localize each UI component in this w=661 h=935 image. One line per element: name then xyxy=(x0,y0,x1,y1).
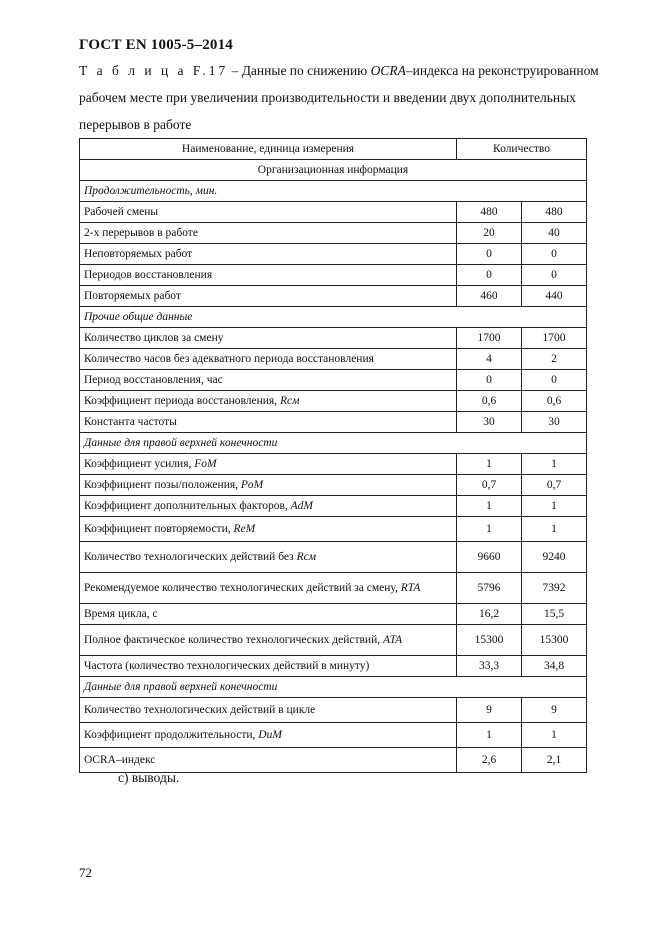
section-row xyxy=(80,307,587,328)
row-symbol: ReM xyxy=(233,522,256,535)
table-row xyxy=(80,286,587,307)
caption-dash: – Данные по снижению xyxy=(228,63,371,78)
table-row xyxy=(80,573,587,604)
table-row xyxy=(80,656,587,677)
table-header-row xyxy=(80,139,587,160)
row-name: Коэффициент позы/положения, xyxy=(84,478,241,491)
section-row xyxy=(80,433,587,454)
row-name: Период восстановления, час xyxy=(84,373,223,386)
caption-ocra: OCRA xyxy=(370,63,406,78)
row-name: Коэффициент дополнительных факторов, xyxy=(84,499,291,512)
row-name: Повторяемых работ xyxy=(84,289,181,302)
row-name: Константа частоты xyxy=(84,415,177,428)
value-cell-v1: 4 xyxy=(457,349,522,370)
ocra-data-table xyxy=(79,138,587,773)
row-name: Периодов восстановления xyxy=(84,268,213,281)
value-cell-v1: 0 xyxy=(457,265,522,286)
row-name-cell xyxy=(80,698,457,723)
value-cell-v1: 1 xyxy=(457,517,522,542)
org-info-row xyxy=(80,160,587,181)
row-symbol: RTA xyxy=(400,581,421,594)
row-name-cell xyxy=(80,573,457,604)
table-row xyxy=(80,748,587,773)
value-cell-v1: 1700 xyxy=(457,328,522,349)
value-cell-v2: 1 xyxy=(522,454,587,475)
row-symbol: Rсм xyxy=(279,394,300,407)
value-cell-v2: 480 xyxy=(522,202,587,223)
caption-label: Т а б л и ц а F.17 xyxy=(79,63,229,78)
org-info-cell: Организационная информация xyxy=(80,160,587,181)
row-name: OCRA–индекс xyxy=(84,753,156,766)
row-name-cell xyxy=(80,723,457,748)
value-cell-v1: 20 xyxy=(457,223,522,244)
value-cell-v1: 16,2 xyxy=(457,604,522,625)
table-row xyxy=(80,349,587,370)
section-row xyxy=(80,181,587,202)
value-cell-v1: 0 xyxy=(457,244,522,265)
table-row xyxy=(80,496,587,517)
row-name: Полное фактическое количество технологических действий, xyxy=(84,633,383,646)
value-cell-v1: 33,3 xyxy=(457,656,522,677)
row-symbol: Rсм xyxy=(296,550,317,563)
section-title: Прочие общие данные xyxy=(80,307,587,328)
value-cell-v2: 0 xyxy=(522,244,587,265)
value-cell-v2: 9240 xyxy=(522,542,587,573)
value-cell-v2: 9 xyxy=(522,698,587,723)
row-name-cell xyxy=(80,748,457,773)
row-name-cell xyxy=(80,542,457,573)
table-row xyxy=(80,698,587,723)
page-number: 72 xyxy=(79,865,92,880)
value-cell-v2: 40 xyxy=(522,223,587,244)
table-row xyxy=(80,370,587,391)
row-name-cell xyxy=(80,244,457,265)
value-cell-v1: 1 xyxy=(457,454,522,475)
table-row xyxy=(80,391,587,412)
value-cell-v2: 440 xyxy=(522,286,587,307)
row-name: Рабочей смены xyxy=(84,205,159,218)
section-title: Данные для правой верхней конечности xyxy=(80,433,587,454)
row-name-cell xyxy=(80,202,457,223)
row-name: Время цикла, с xyxy=(84,607,158,620)
row-name-cell xyxy=(80,412,457,433)
standard-title: ГОСТ EN 1005-5–2014 xyxy=(79,37,233,53)
table-row xyxy=(80,265,587,286)
row-name: Количество технологических действий в цикле xyxy=(84,703,316,716)
value-cell-v2: 34,8 xyxy=(522,656,587,677)
row-name-cell xyxy=(80,454,457,475)
section-row xyxy=(80,677,587,698)
value-cell-v1: 0,7 xyxy=(457,475,522,496)
row-name: Количество циклов за смену xyxy=(84,331,224,344)
value-cell-v2: 2 xyxy=(522,349,587,370)
row-name: Коэффициент повторяемости, xyxy=(84,522,234,535)
row-name: Коэффициент продолжительности, xyxy=(84,728,259,741)
row-name-cell xyxy=(80,475,457,496)
table-row xyxy=(80,542,587,573)
value-cell-v2: 1 xyxy=(522,496,587,517)
row-name-cell xyxy=(80,625,457,656)
row-symbol: ATA xyxy=(382,633,403,646)
value-cell-v2: 0 xyxy=(522,265,587,286)
value-cell-v1: 5796 xyxy=(457,573,522,604)
row-name-cell xyxy=(80,349,457,370)
row-symbol: AdM xyxy=(290,499,313,512)
value-cell-v2: 0,7 xyxy=(522,475,587,496)
row-symbol: FoM xyxy=(194,457,217,470)
table-row xyxy=(80,328,587,349)
value-cell-v1: 2,6 xyxy=(457,748,522,773)
caption-text: –индекса на реконструированном рабочем месте при увеличении производительности и введении двух дополнительных перерывов в работе xyxy=(79,63,599,132)
value-cell-v2: 2,1 xyxy=(522,748,587,773)
table-row xyxy=(80,454,587,475)
row-name-cell xyxy=(80,391,457,412)
value-cell-v2: 0 xyxy=(522,370,587,391)
row-name: Рекомендуемое количество технологических действий за смену, xyxy=(84,581,401,594)
section-title: Данные для правой верхней конечности xyxy=(80,677,587,698)
row-name: Коэффициент усилия, xyxy=(84,457,195,470)
table-row xyxy=(80,244,587,265)
header-name-cell: Наименование, единица измерения xyxy=(80,139,457,160)
section-title: Продолжительность, мин. xyxy=(80,181,587,202)
row-name-cell xyxy=(80,517,457,542)
conclusion-text: с) выводы. xyxy=(118,770,180,785)
value-cell-v1: 460 xyxy=(457,286,522,307)
row-name: Количество технологических действий без xyxy=(84,550,297,563)
value-cell-v2: 30 xyxy=(522,412,587,433)
table-caption xyxy=(79,57,599,138)
row-name-cell xyxy=(80,265,457,286)
row-name: Неповторяемых работ xyxy=(84,247,193,260)
value-cell-v2: 15300 xyxy=(522,625,587,656)
table-row xyxy=(80,604,587,625)
table-row xyxy=(80,517,587,542)
row-name: Количество часов без адекватного периода восстановления xyxy=(84,352,374,365)
table-row xyxy=(80,475,587,496)
value-cell-v1: 0,6 xyxy=(457,391,522,412)
value-cell-v1: 1 xyxy=(457,496,522,517)
row-symbol: PoM xyxy=(240,478,264,491)
row-name-cell xyxy=(80,370,457,391)
row-name-cell xyxy=(80,223,457,244)
value-cell-v1: 9 xyxy=(457,698,522,723)
value-cell-v2: 0,6 xyxy=(522,391,587,412)
table-row xyxy=(80,202,587,223)
value-cell-v1: 9660 xyxy=(457,542,522,573)
table-row xyxy=(80,223,587,244)
row-name-cell xyxy=(80,328,457,349)
row-name: Частота (количество технологических действий в минуту) xyxy=(84,659,370,672)
value-cell-v1: 15300 xyxy=(457,625,522,656)
table-row xyxy=(80,723,587,748)
row-name-cell xyxy=(80,496,457,517)
row-name-cell xyxy=(80,286,457,307)
value-cell-v1: 1 xyxy=(457,723,522,748)
header-quantity-cell: Количество xyxy=(457,139,587,160)
table-row xyxy=(80,412,587,433)
row-name: Коэффициент периода восстановления, xyxy=(84,394,280,407)
value-cell-v2: 7392 xyxy=(522,573,587,604)
row-name-cell xyxy=(80,604,457,625)
value-cell-v2: 15,5 xyxy=(522,604,587,625)
value-cell-v2: 1 xyxy=(522,723,587,748)
value-cell-v1: 480 xyxy=(457,202,522,223)
value-cell-v1: 0 xyxy=(457,370,522,391)
value-cell-v2: 1700 xyxy=(522,328,587,349)
value-cell-v1: 30 xyxy=(457,412,522,433)
value-cell-v2: 1 xyxy=(522,517,587,542)
row-name-cell xyxy=(80,656,457,677)
row-name: 2-х перерывов в работе xyxy=(84,226,198,239)
row-symbol: DuM xyxy=(258,728,282,741)
table-row xyxy=(80,625,587,656)
